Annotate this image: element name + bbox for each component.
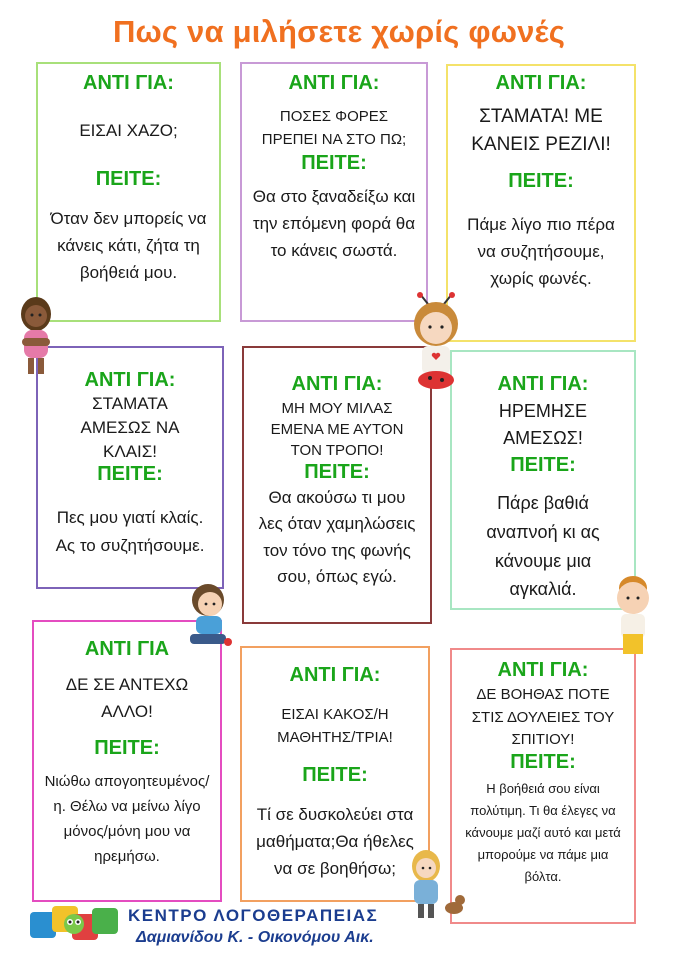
- ladybug-girl-illustration: [398, 292, 474, 396]
- instead-text: ΗΡΕΜΗΣΕ ΑΜΕΣΩΣ!: [498, 401, 588, 448]
- say-label: ΠΕΙΤΕ:: [510, 750, 576, 773]
- say-label: ΠΕΙΤΕ:: [508, 170, 574, 193]
- instead-label: ΑΝΤΙ ΓΙΑ:: [84, 369, 176, 391]
- say-label: ΠΕΙΤΕ:: [302, 763, 368, 786]
- say-label: ΠΕΙΤΕ:: [95, 167, 162, 190]
- say-text: Πες μου γιατί κλαίς. Ας το συζητήσουμε.: [55, 508, 205, 555]
- instead-label: ΑΝΤΙ ΓΙΑ:: [288, 72, 380, 94]
- center-owners: Δαμιανίδου Κ. - Οικονόμου Αικ.: [136, 929, 374, 946]
- instead-text: ΣΤΑΜΑΤΑ ΑΜΕΣΩΣ ΝΑ ΚΛΑΙΣ!: [80, 394, 180, 461]
- instead-text: ΔΕ ΒΟΗΘΑΣ ΠΟΤΕ ΣΤΙΣ ΔΟΥΛΕΙΕΣ ΤΟΥ ΣΠΙΤΙΟΥ!: [471, 686, 615, 748]
- say-label: ΠΕΙΤΕ:: [510, 454, 576, 476]
- instead-label: ΑΝΤΙ ΓΙΑ:: [495, 72, 587, 94]
- boy-standing-illustration: [604, 572, 662, 658]
- say-label: ΠΕΙΤΕ:: [304, 461, 370, 483]
- puzzle-logo-icon: [28, 902, 124, 948]
- say-text: Θα ακούσω τι μου λες όταν χαμηλώσεις τον τόνο της φωνής σου, όπως εγώ.: [258, 488, 416, 587]
- instead-text: ΜΗ ΜΟΥ ΜΙΛΑΣ ΕΜΕΝΑ ΜΕ ΑΥΤΟΝ ΤΟΝ ΤΡΟΠΟ!: [270, 400, 404, 459]
- say-text: Όταν δεν μπορείς να κάνεις κάτι, ζήτα τη βοήθειά μου.: [50, 208, 207, 283]
- say-label: ΠΕΙΤΕ:: [97, 463, 163, 486]
- instead-text: ΕΙΣΑΙ ΧΑΖΟ;: [79, 121, 178, 140]
- tip-card-1: [36, 62, 221, 322]
- say-text: Πάμε λίγο πιο πέρα να συζητήσουμε, χωρίς φωνές.: [467, 215, 615, 289]
- say-label: ΠΕΙΤΕ:: [94, 737, 160, 760]
- say-text: Τί σε δυσκολεύει στα μαθήματα;Θα ήθελες να σε βοηθήσω;: [256, 804, 414, 878]
- boy-playing-illustration: [176, 580, 242, 650]
- tip-card-3: [446, 64, 636, 342]
- instead-label: ΑΝΤΙ ΓΙΑ:: [291, 373, 383, 395]
- say-label: ΠΕΙΤΕ:: [301, 151, 367, 174]
- instead-label: ΑΝΤΙ ΓΙΑ:: [497, 659, 589, 681]
- tip-card-4: [36, 346, 224, 589]
- tip-card-9: [450, 648, 636, 924]
- center-name: ΚΕΝΤΡΟ ΛΟΓΟΘΕΡΑΠΕΙΑΣ: [128, 906, 379, 925]
- say-text: Πάρε βαθιά αναπνοή κι ας κάνουμε μια αγκαλιά.: [486, 493, 600, 600]
- instead-text: ΠΟΣΕΣ ΦΟΡΕΣ ΠΡΕΠΕΙ ΝΑ ΣΤΟ ΠΩ;: [261, 108, 407, 149]
- tip-card-2: [240, 62, 428, 322]
- tip-card-6: [450, 350, 636, 610]
- page-title: Πως να μιλήσετε χωρίς φωνές: [112, 14, 566, 49]
- instead-label: ΑΝΤΙ ΓΙΑ:: [497, 373, 589, 395]
- instead-text: ΕΙΣΑΙ ΚΑΚΟΣ/Η ΜΑΘΗΤΗΣ/ΤΡΙΑ!: [277, 706, 393, 747]
- instead-label: ΑΝΤΙ ΓΙΑ: [84, 638, 170, 660]
- instead-text: ΣΤΑΜΑΤΑ! ΜΕ ΚΑΝΕΙΣ ΡΕΖΙΛΙ!: [471, 106, 611, 155]
- say-text: Νιώθω απογοητευμένος/η. Θέλω να μείνω λίγο μόνος/μόνη μου να ηρεμήσω.: [44, 773, 210, 865]
- girl-arms-crossed-illustration: [12, 292, 60, 378]
- tip-card-7: [32, 620, 222, 902]
- say-text: Θα στο ξαναδείξω και την επόμενη φορά θα το κάνεις σωστά.: [252, 186, 416, 260]
- instead-label: ΑΝΤΙ ΓΙΑ:: [83, 72, 174, 94]
- say-text: Η βοήθειά σου είναι πολύτιμη. Τι θα έλεγες να κάνουμε μαζί αυτό και μετά μπορούμε να πάμε μια βόλτα.: [465, 780, 621, 884]
- instead-text: ΔΕ ΣΕ ΑΝΤΕΧΩ ΑΛΛΟ!: [65, 675, 189, 722]
- footer-logo: [28, 902, 428, 952]
- instead-label: ΑΝΤΙ ΓΙΑ:: [289, 664, 381, 686]
